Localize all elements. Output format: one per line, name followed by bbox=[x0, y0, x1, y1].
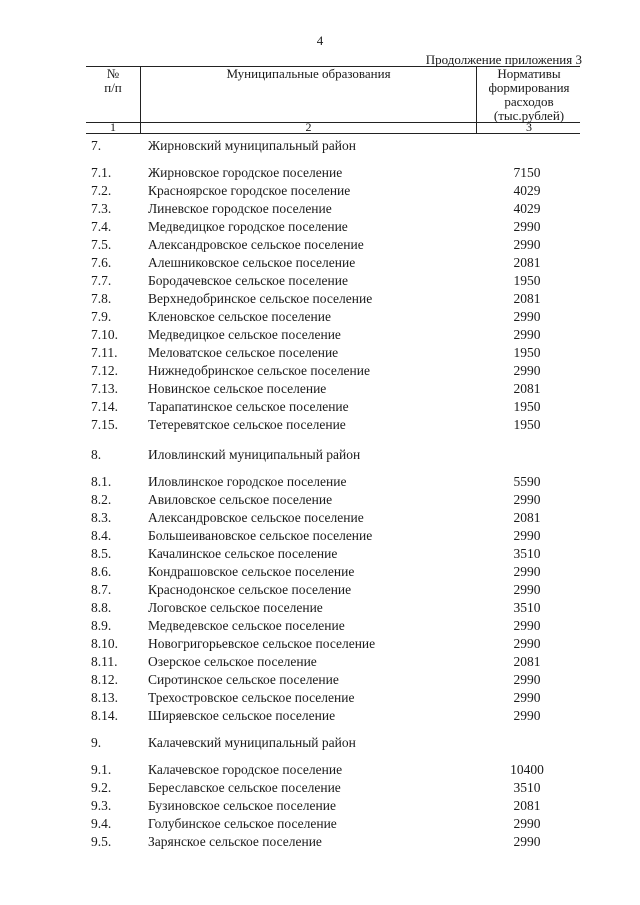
expense-norm-value: 2081 bbox=[513, 255, 541, 270]
expense-norm-value: 2990 bbox=[513, 219, 541, 234]
row-number: 8.4. bbox=[91, 528, 112, 543]
row-number: 9.4. bbox=[91, 816, 112, 831]
expense-norm-value: 2990 bbox=[513, 327, 541, 342]
expense-norm-value: 2990 bbox=[513, 309, 541, 324]
municipality-name: Алешниковское сельское поселение bbox=[148, 255, 356, 270]
header-col-number-line1: № bbox=[106, 66, 120, 81]
row-number: 8.14. bbox=[91, 708, 118, 723]
expense-norm-value: 10400 bbox=[510, 762, 544, 777]
row-number: 7.9. bbox=[91, 309, 112, 324]
row-number: 7.4. bbox=[91, 219, 112, 234]
expense-norm-value: 3510 bbox=[513, 546, 541, 561]
expense-norm-value: 2990 bbox=[513, 690, 541, 705]
column-number-3: 3 bbox=[476, 121, 581, 133]
municipality-name: Александровское сельское поселение bbox=[148, 237, 364, 252]
header-col-value-line1: Нормативы bbox=[497, 66, 561, 81]
municipality-name: Новинское сельское поселение bbox=[148, 381, 327, 396]
expense-norm-value: 2990 bbox=[513, 834, 541, 849]
expense-norm-value: 1950 bbox=[513, 273, 541, 288]
expense-norm-value: 3510 bbox=[513, 780, 541, 795]
continuation-note: Продолжение приложения 3 bbox=[425, 52, 582, 67]
section-title: Калачевский муниципальный район bbox=[148, 735, 356, 750]
expense-norm-value: 2990 bbox=[513, 492, 541, 507]
municipality-name: Озерское сельское поселение bbox=[148, 654, 317, 669]
row-number: 7.10. bbox=[91, 327, 118, 342]
municipality-name: Кондрашовское сельское поселение bbox=[148, 564, 355, 579]
section-title: Иловлинский муниципальный район bbox=[148, 447, 361, 462]
municipality-name: Сиротинское сельское поселение bbox=[148, 672, 339, 687]
row-number: 8.10. bbox=[91, 636, 118, 651]
header-col-name: Муниципальные образования bbox=[226, 66, 391, 81]
row-number: 8.7. bbox=[91, 582, 112, 597]
section-number: 8. bbox=[91, 447, 102, 462]
municipality-name: Авиловское сельское поселение bbox=[148, 492, 333, 507]
expense-norm-value: 2081 bbox=[513, 510, 541, 525]
municipality-name: Бородачевское сельское поселение bbox=[148, 273, 348, 288]
row-number: 8.8. bbox=[91, 600, 112, 615]
row-number: 8.13. bbox=[91, 690, 118, 705]
municipality-name: Калачевское городское поселение bbox=[148, 762, 343, 777]
municipality-name: Трехостровское сельское поселение bbox=[148, 690, 355, 705]
municipality-name: Зарянское сельское поселение bbox=[148, 834, 322, 849]
row-number: 8.11. bbox=[91, 654, 118, 669]
municipality-name: Жирновское городское поселение bbox=[148, 165, 343, 180]
row-number: 9.5. bbox=[91, 834, 112, 849]
expense-norm-value: 2990 bbox=[513, 582, 541, 597]
expense-norm-value: 1950 bbox=[513, 399, 541, 414]
row-number: 9.1. bbox=[91, 762, 112, 777]
row-number: 7.14. bbox=[91, 399, 118, 414]
expense-norm-value: 2081 bbox=[513, 654, 541, 669]
expense-norm-value: 2990 bbox=[513, 618, 541, 633]
expense-norm-value: 2990 bbox=[513, 564, 541, 579]
table-header bbox=[86, 66, 580, 123]
column-number-2: 2 bbox=[305, 120, 312, 134]
header-col-value-line4: (тыс.рублей) bbox=[493, 108, 565, 123]
expense-norm-value: 1950 bbox=[513, 345, 541, 360]
municipality-name: Медведицкое сельское поселение bbox=[148, 327, 341, 342]
expense-norm-value: 2990 bbox=[513, 528, 541, 543]
expense-norm-value: 2990 bbox=[513, 672, 541, 687]
row-number: 7.13. bbox=[91, 381, 118, 396]
municipality-name: Тетеревятское сельское поселение bbox=[148, 417, 346, 432]
header-col-number-line2: п/п bbox=[104, 80, 122, 95]
expense-norm-value: 2990 bbox=[513, 237, 541, 252]
municipality-name: Краснодонское сельское поселение bbox=[148, 582, 352, 597]
expense-norm-value: 2081 bbox=[513, 798, 541, 813]
row-number: 9.3. bbox=[91, 798, 112, 813]
header-col-value bbox=[476, 67, 581, 122]
municipality-name: Голубинское сельское поселение bbox=[148, 816, 337, 831]
municipality-name: Бузиновское сельское поселение bbox=[148, 798, 336, 813]
header-col-value-line3: расходов bbox=[504, 94, 554, 109]
column-numbers-row bbox=[86, 121, 580, 134]
row-number: 7.3. bbox=[91, 201, 112, 216]
section-title: Жирновский муниципальный район bbox=[148, 138, 356, 153]
municipality-name: Меловатское сельское поселение bbox=[148, 345, 339, 360]
row-number: 8.3. bbox=[91, 510, 112, 525]
municipality-name: Тарапатинское сельское поселение bbox=[148, 399, 349, 414]
row-number: 8.6. bbox=[91, 564, 112, 579]
section-number: 7. bbox=[91, 138, 102, 153]
row-number: 8.12. bbox=[91, 672, 118, 687]
expense-norm-value: 5590 bbox=[513, 474, 541, 489]
municipality-name: Ширяевское сельское поселение bbox=[148, 708, 336, 723]
row-number: 7.12. bbox=[91, 363, 118, 378]
municipality-name: Александровское сельское поселение bbox=[148, 510, 364, 525]
row-number: 7.5. bbox=[91, 237, 112, 252]
column-number-1: 1 bbox=[86, 121, 141, 133]
expense-norm-value: 1950 bbox=[513, 417, 541, 432]
expense-norm-value: 2081 bbox=[513, 381, 541, 396]
header-col-value-line2: формирования bbox=[488, 80, 570, 95]
municipality-name: Нижнедобринское сельское поселение bbox=[148, 363, 370, 378]
municipality-name: Линевское городское поселение bbox=[148, 201, 332, 216]
row-number: 8.2. bbox=[91, 492, 112, 507]
municipality-name: Береславское сельское поселение bbox=[148, 780, 341, 795]
municipality-name: Большеивановское сельское поселение bbox=[148, 528, 373, 543]
row-number: 7.11. bbox=[91, 345, 118, 360]
expense-norm-value: 2990 bbox=[513, 636, 541, 651]
row-number: 7.1. bbox=[91, 165, 112, 180]
municipality-name: Логовское сельское поселение bbox=[148, 600, 323, 615]
expense-norm-value: 2990 bbox=[513, 708, 541, 723]
municipality-name: Верхнедобринское сельское поселение bbox=[148, 291, 373, 306]
expense-norm-value: 3510 bbox=[513, 600, 541, 615]
expense-norm-value: 2081 bbox=[513, 291, 541, 306]
municipality-name: Кленовское сельское поселение bbox=[148, 309, 331, 324]
municipality-name: Красноярское городское поселение bbox=[148, 183, 351, 198]
municipality-name: Новогригорьевское сельское поселение bbox=[148, 636, 376, 651]
row-number: 7.2. bbox=[91, 183, 112, 198]
expense-norm-value: 7150 bbox=[513, 165, 541, 180]
municipality-name: Качалинское сельское поселение bbox=[148, 546, 338, 561]
row-number: 7.7. bbox=[91, 273, 112, 288]
row-number: 9.2. bbox=[91, 780, 112, 795]
page-number: 4 bbox=[316, 33, 324, 48]
municipality-name: Медведевское сельское поселение bbox=[148, 618, 345, 633]
municipality-name: Иловлинское городское поселение bbox=[148, 474, 347, 489]
expense-norm-value: 2990 bbox=[513, 363, 541, 378]
row-number: 7.8. bbox=[91, 291, 112, 306]
header-col-number bbox=[86, 67, 141, 122]
row-number: 8.5. bbox=[91, 546, 112, 561]
expense-norm-value: 4029 bbox=[513, 183, 541, 198]
section-number: 9. bbox=[91, 735, 102, 750]
row-number: 8.1. bbox=[91, 474, 112, 489]
row-number: 7.15. bbox=[91, 417, 118, 432]
expense-norm-value: 2990 bbox=[513, 816, 541, 831]
row-number: 7.6. bbox=[91, 255, 112, 270]
municipality-name: Медведицкое городское поселение bbox=[148, 219, 348, 234]
expense-norm-value: 4029 bbox=[513, 201, 541, 216]
row-number: 8.9. bbox=[91, 618, 112, 633]
